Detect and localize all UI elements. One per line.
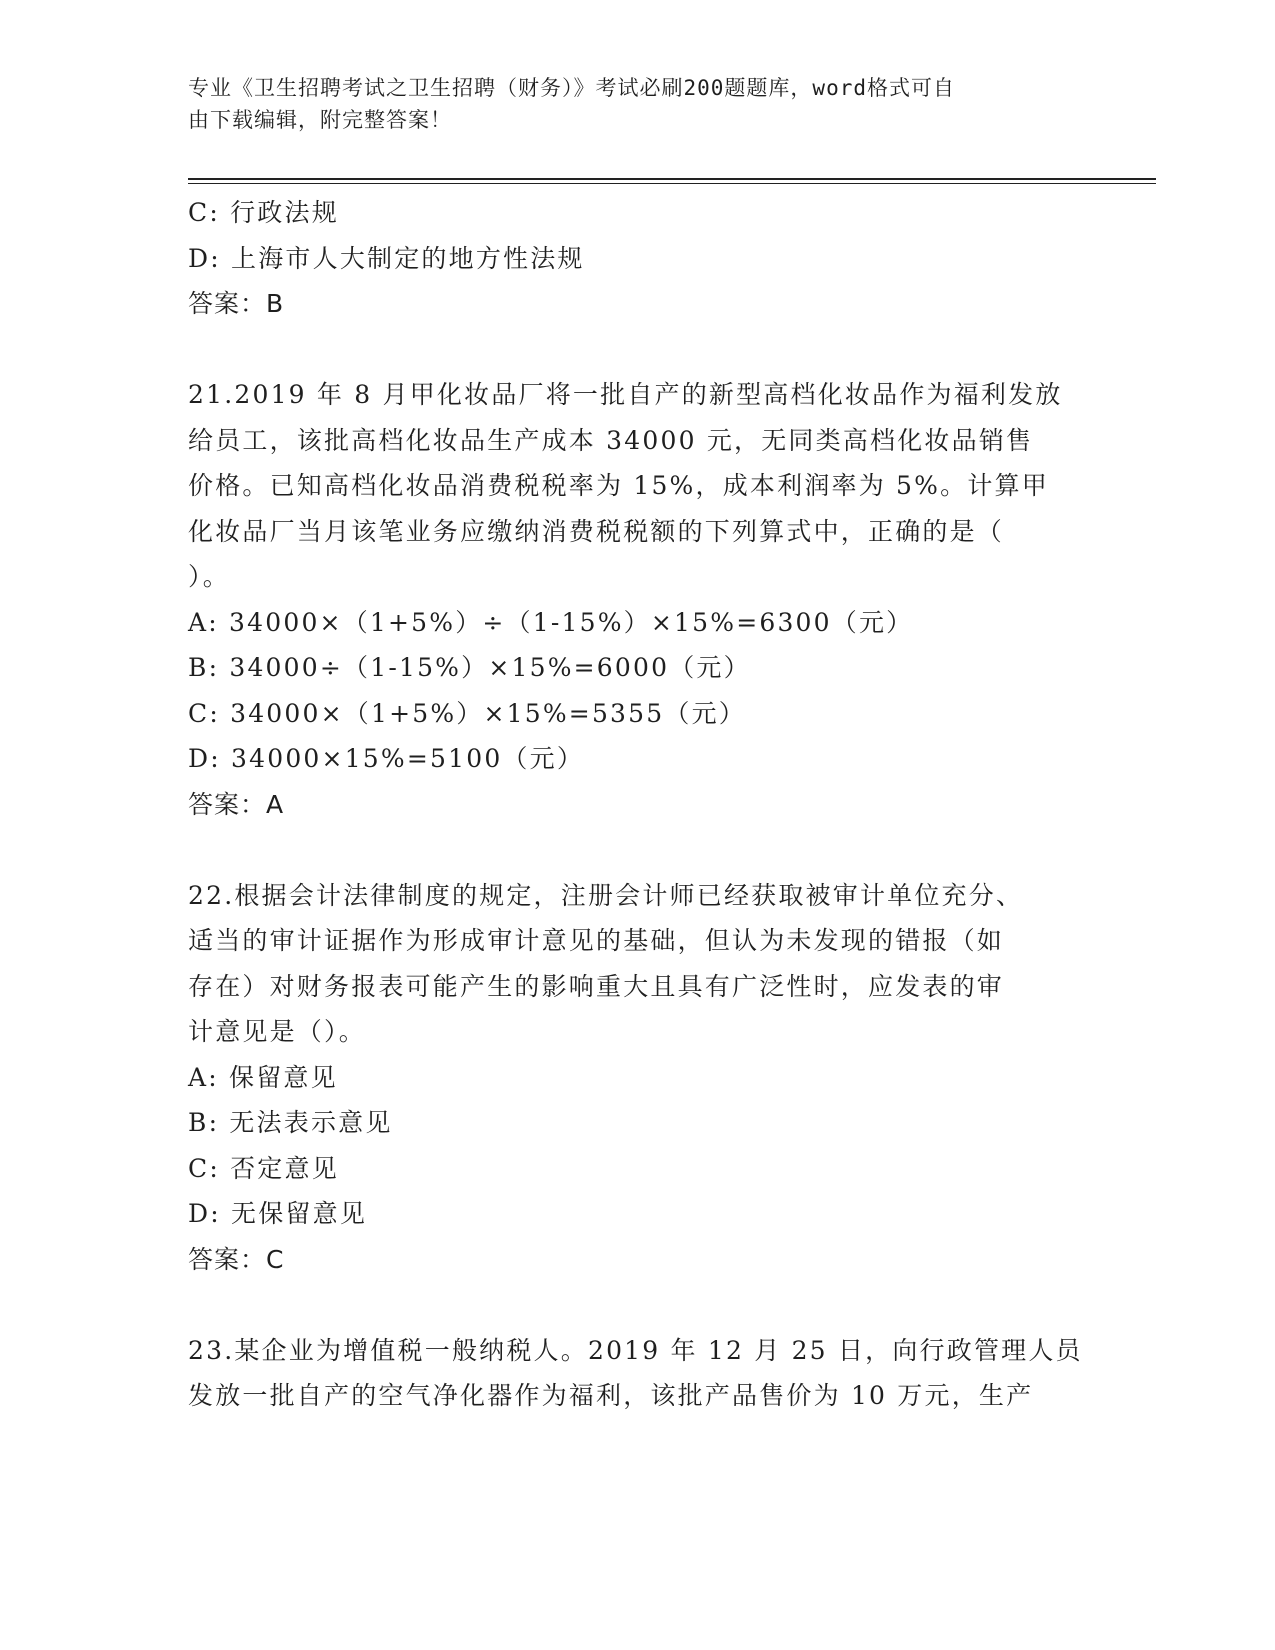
- header-divider-thin: [188, 183, 1156, 184]
- question-stem-line: 存在）对财务报表可能产生的影响重大且具有广泛性时，应发表的审: [188, 971, 1005, 1001]
- option-c: C: 行政法规: [188, 198, 339, 227]
- option-d: D: 上海市人大制定的地方性法规: [188, 243, 585, 273]
- question-stem-line: 给员工，该批高档化妆品生产成本 34000 元，无同类高档化妆品销售: [188, 425, 1034, 455]
- answer-line: 答案：A: [188, 789, 285, 819]
- header-line-2: 由下载编辑，附完整答案！: [188, 108, 452, 132]
- question-stem-line: 计意见是（）。: [188, 1017, 366, 1046]
- option-a: A: 保留意见: [188, 1062, 338, 1092]
- question-stem-line: 适当的审计证据作为形成审计意见的基础，但认为未发现的错报（如: [188, 926, 1005, 955]
- question-stem-line: 21.2019 年 8 月甲化妆品厂将一批自产的新型高档化妆品作为福利发放: [188, 380, 1063, 409]
- option-a: A: 34000×（1+5%）÷（1-15%）×15%=6300（元）: [188, 607, 914, 637]
- answer-line: 答案：B: [188, 289, 285, 318]
- header-line-1: 专业《卫生招聘考试之卫生招聘（财务）》考试必刷200题题库，word格式可自: [188, 76, 955, 100]
- option-d: D: 34000×15%=5100（元）: [188, 744, 585, 773]
- document-body: [188, 190, 1088, 1419]
- question-stem-line: 23.某企业为增值税一般纳税人。2019 年 12 月 25 日，向行政管理人员: [188, 1335, 1083, 1365]
- header-divider-thick: [188, 178, 1156, 180]
- question-22: [188, 873, 1088, 1283]
- question-21: [188, 372, 1088, 827]
- option-b: B: 34000÷（1-15%）×15%=6000（元）: [188, 653, 751, 682]
- option-c: C: 34000×（1+5%）×15%=5355（元）: [188, 698, 746, 728]
- option-d: D: 无保留意见: [188, 1199, 368, 1228]
- question-stem-line: 发放一批自产的空气净化器作为福利，该批产品售价为 10 万元，生产: [188, 1381, 1034, 1410]
- question-stem-line: 22.根据会计法律制度的规定，注册会计师已经获取被审计单位充分、: [188, 880, 1024, 910]
- option-c: C: 否定意见: [188, 1153, 339, 1183]
- option-b: B: 无法表示意见: [188, 1108, 393, 1137]
- previous-question-tail: [188, 190, 1088, 327]
- question-stem-line: 化妆品厂当月该笔业务应缴纳消费税税额的下列算式中，正确的是（: [188, 516, 1005, 546]
- question-stem-line: ）。: [188, 562, 230, 591]
- answer-line: 答案：C: [188, 1244, 285, 1274]
- question-23: [188, 1328, 1088, 1419]
- question-stem-line: 价格。已知高档化妆品消费税税率为 15%，成本利润率为 5%。计算甲: [188, 471, 1049, 500]
- document-header: [188, 72, 1088, 136]
